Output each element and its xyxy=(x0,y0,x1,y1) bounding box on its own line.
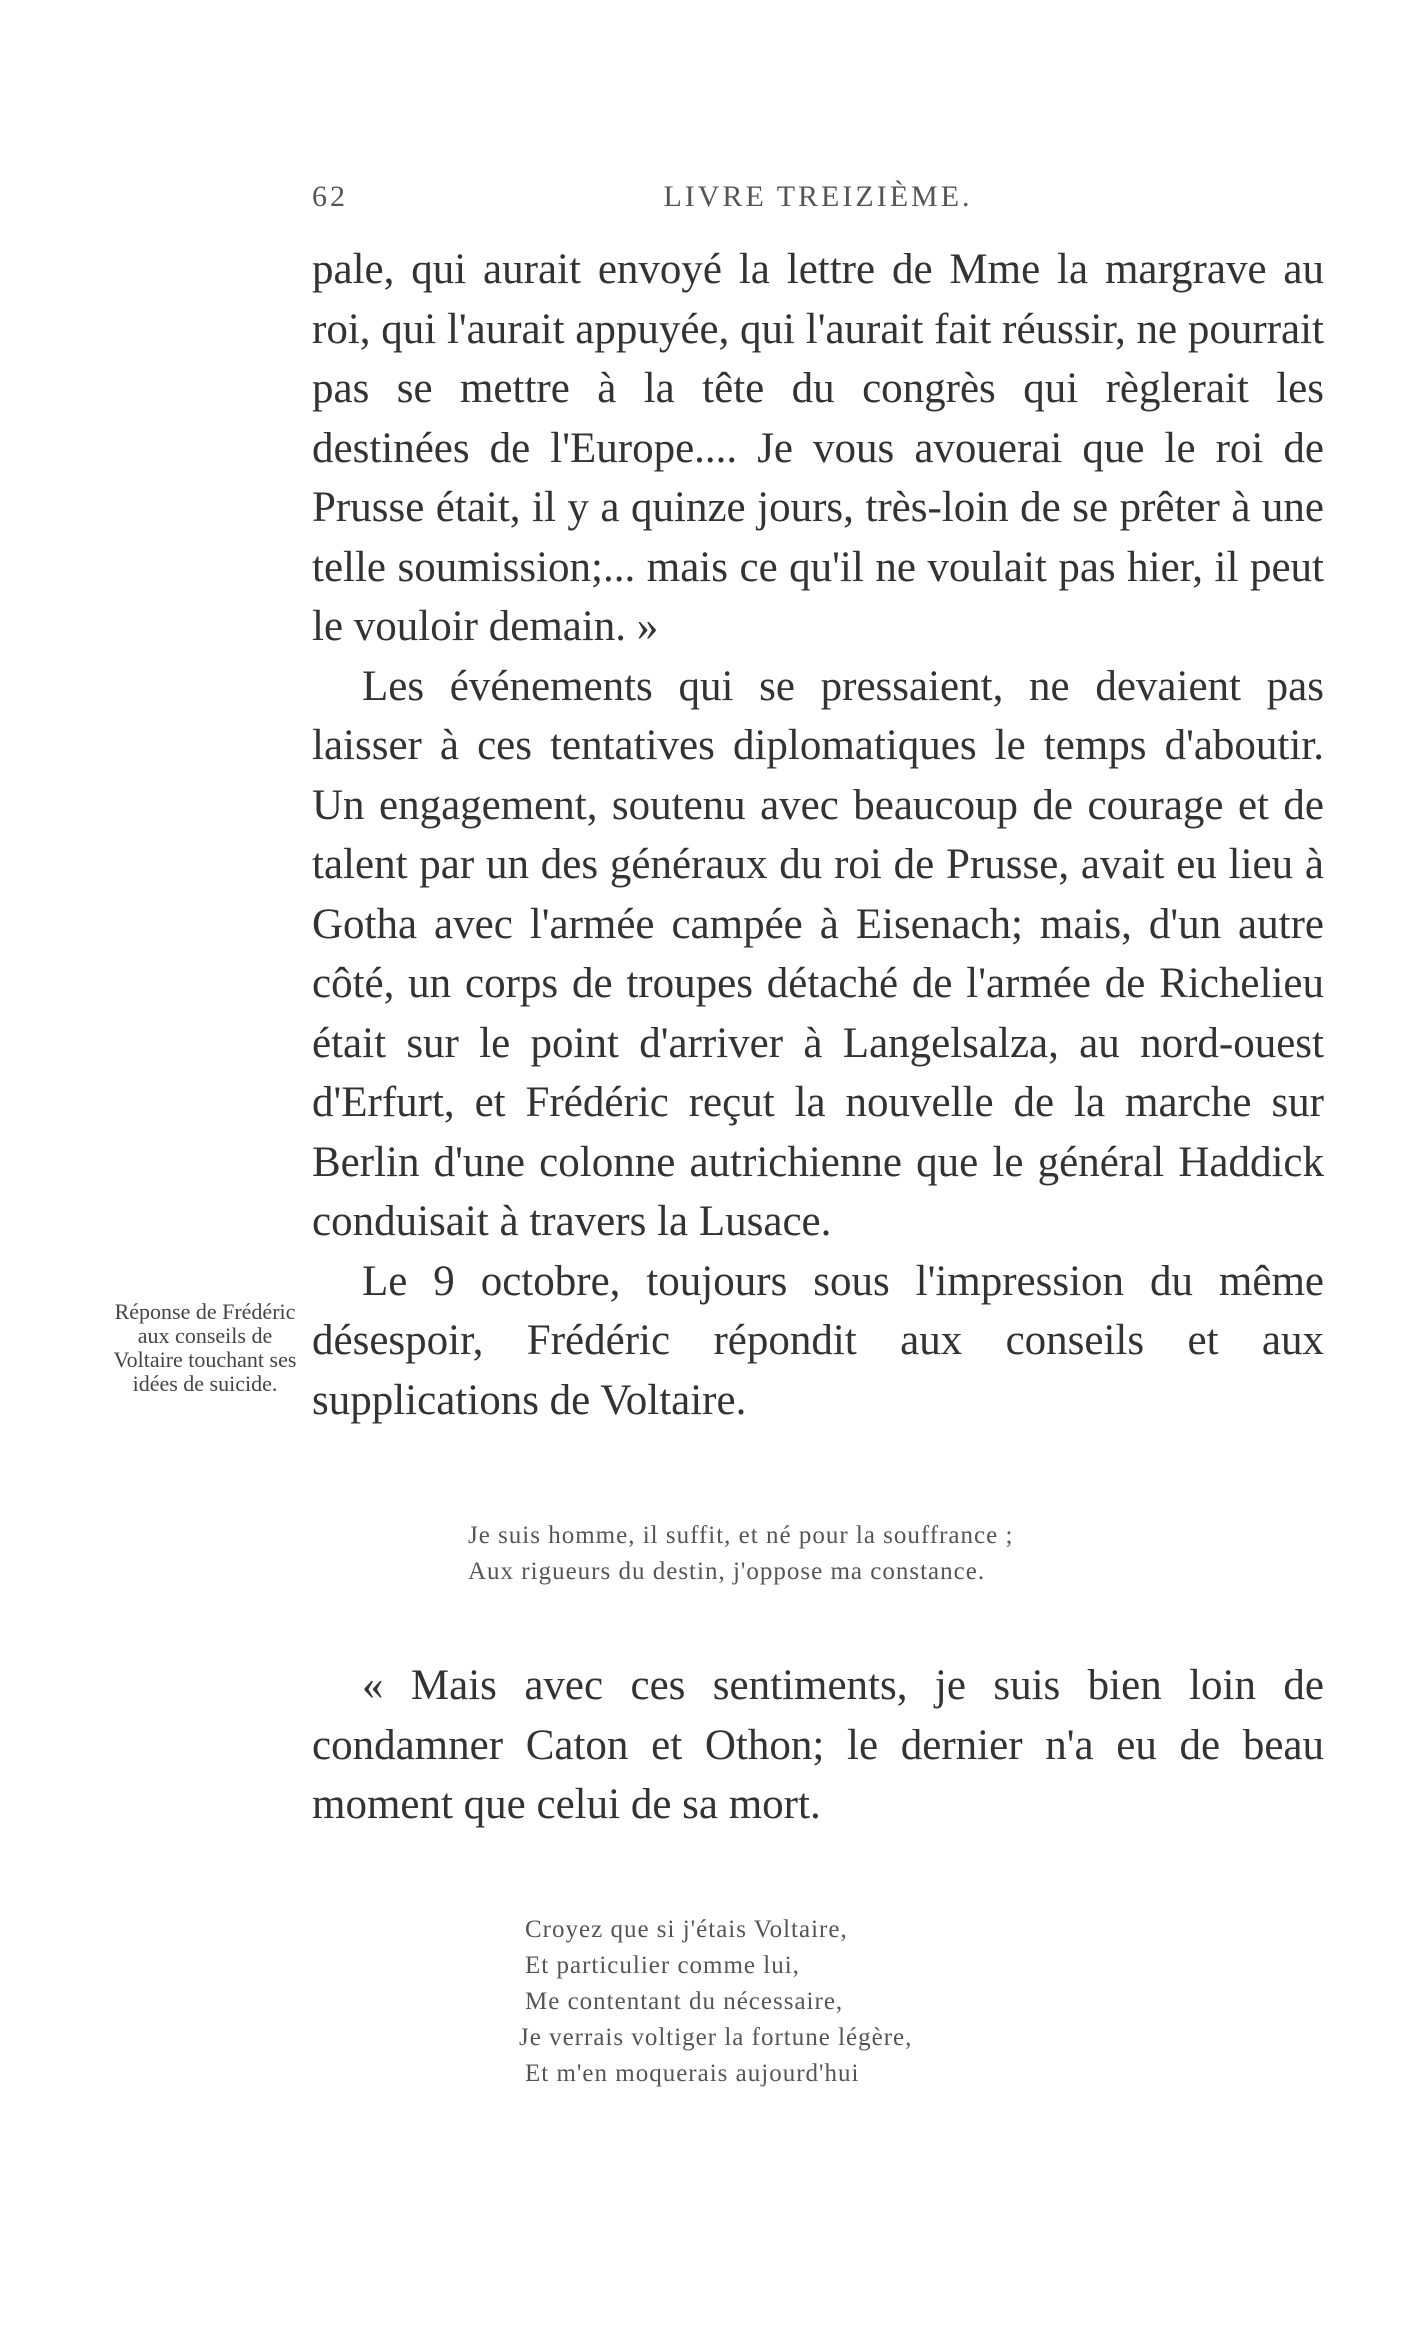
running-head xyxy=(312,180,1324,220)
verse-line: Et m'en moquerais aujourd'hui xyxy=(525,2060,860,2087)
paragraph-continuation: pale, qui aurait envoyé la lettre de Mme la margrave au roi, qui l'aurait appuyée, qui l'aurait fait réussir, ne pourrait pas se mettre à la tête du congrès qui règlerait les destinées de l'Europe.... Je vous avouerai que le roi de Prusse était, il y a quinze jours, très-loin de se prêter à une telle soumission;... mais ce qu'il ne voulait pas hier, il peut le vouloir demain. » xyxy=(312,246,1324,650)
margin-note: Réponse de Frédéric aux conseils de Voltaire touchant ses idées de suicide. xyxy=(113,1299,297,1396)
running-title: LIVRE TREIZIÈME. xyxy=(663,180,973,213)
page-number: 62 xyxy=(312,180,348,213)
verse-quote-1 xyxy=(468,1518,1013,1590)
paragraph-events: Les événements qui se pressaient, ne devaient pas laisser à ces tentatives diplomatiques le temps d'aboutir. Un engagement, soutenu avec beaucoup de courage et de talent par un des généraux du roi de Prusse, avait eu lieu à Gotha avec l'armée campée à Eisenach; mais, d'un autre côté, un corps de troupes détaché de l'armée de Richelieu était sur le point d'arriver à Langelsalza, au nord-ouest d'Erfurt, et Frédéric reçut la nouvelle de la marche sur Berlin d'une colonne autrichienne que le général Haddick conduisait à travers la Lusace. xyxy=(312,662,1324,1245)
verse-line: Croyez que si j'étais Voltaire, xyxy=(525,1916,848,1943)
verse-line: Me contentant du nécessaire, xyxy=(525,1988,844,2015)
paragraph-caton: « Mais avec ces sentiments, je suis bien loin de condamner Caton et Othon; le dernier n'a eu de beau moment que celui de sa mort. xyxy=(312,1662,1324,1828)
verse-quote-2 xyxy=(519,1912,913,2092)
main-text-block xyxy=(312,240,1324,1430)
verse-line: Et particulier comme lui, xyxy=(525,1952,800,1979)
verse-line: Aux rigueurs du destin, j'oppose ma constance. xyxy=(468,1558,986,1585)
paragraph-reply: Le 9 octobre, toujours sous l'impression du même désespoir, Frédéric répondit aux conseils et aux supplications de Voltaire. xyxy=(312,1257,1324,1424)
verse-line: Je verrais voltiger la fortune légère, xyxy=(519,2024,913,2051)
second-text-block xyxy=(312,1656,1324,1835)
verse-line: Je suis homme, il suffit, et né pour la souffrance ; xyxy=(468,1522,1014,1549)
